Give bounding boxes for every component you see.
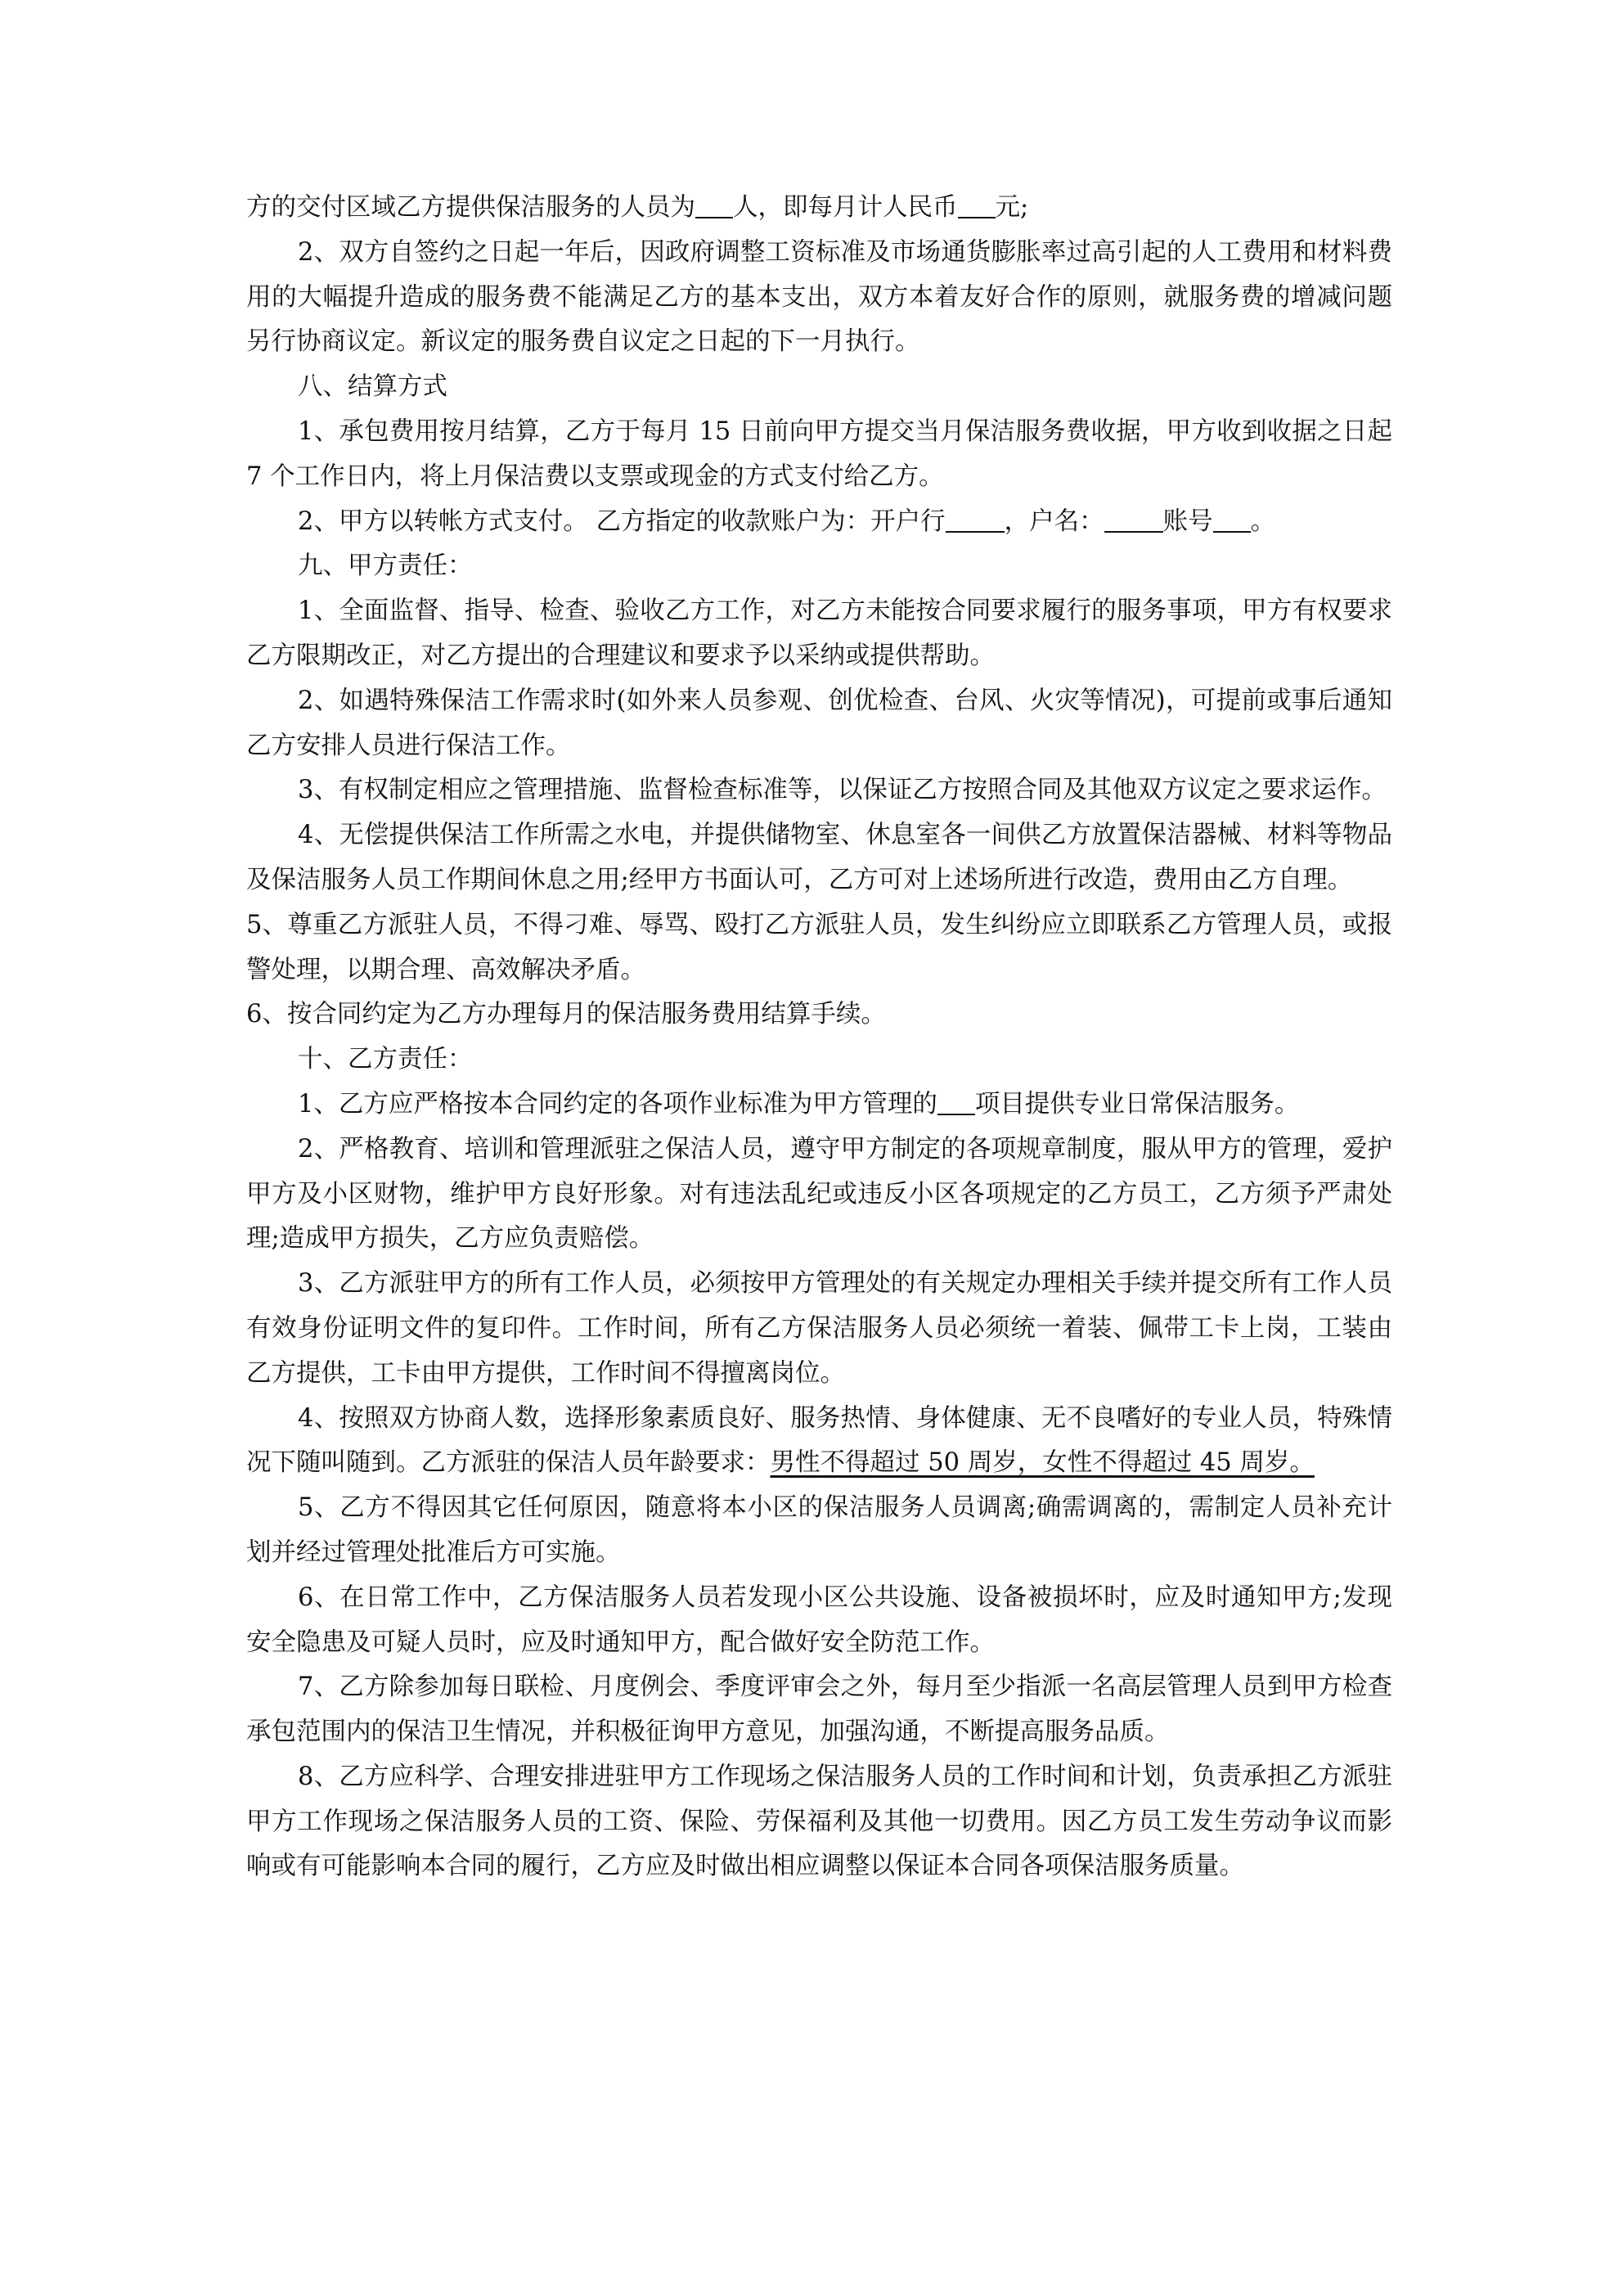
- paragraph-text: 八、结算方式: [298, 372, 447, 402]
- paragraph-text: 方的交付区域乙方提供保洁服务的人员为: [246, 193, 695, 222]
- paragraph: [246, 903, 1392, 993]
- paragraph-text: 1、承包费用按月结算，乙方于每月 15 日前向甲方提交当月保洁服务费收据，甲方收到收据之日起 7 个工作日内，将上月保洁费以支票或现金的方式支付给乙方。: [246, 416, 1392, 491]
- fill-in-blank: [1213, 506, 1251, 533]
- paragraph: [246, 1755, 1392, 1889]
- paragraph: [246, 679, 1392, 769]
- paragraph-text: 4、无偿提供保洁工作所需之水电，并提供储物室、休息室各一间供乙方放置保洁器械、材料等物品及保洁服务人员工作期间休息之用;经甲方书面认可，乙方可对上述场所进行改造，费用由乙方自理。: [246, 821, 1392, 894]
- paragraph: [246, 1486, 1392, 1576]
- paragraph-text: 3、有权制定相应之管理措施、监督检查标准等，以保证乙方按照合同及其他双方议定之要求运作。: [298, 776, 1387, 805]
- paragraph: [246, 1665, 1392, 1755]
- paragraph: [246, 231, 1392, 365]
- paragraph: [246, 1397, 1392, 1487]
- paragraph-text: 6、按合同约定为乙方办理每月的保洁服务费用结算手续。: [246, 1000, 886, 1029]
- paragraph-text: 2、双方自签约之日起一年后，因政府调整工资标准及市场通货膨胀率过高引起的人工费用和材料费用的大幅提升造成的服务费不能满足乙方的基本支出，双方本着友好合作的原则，就服务费的增减问题另行协商议定。新议定的服务费自议定之日起的下一月执行。: [246, 237, 1392, 357]
- paragraph-text: 5、尊重乙方派驻人员，不得刁难、辱骂、殴打乙方派驻人员，发生纠纷应立即联系乙方管理人员，或报警处理，以期合理、高效解决矛盾。: [246, 910, 1392, 984]
- paragraph-text: 3、乙方派驻甲方的所有工作人员，必须按甲方管理处的有关规定办理相关手续并提交所有工作人员有效身份证明文件的复印件。工作时间，所有乙方保洁服务人员必须统一着装、佩带工卡上岗，工装由乙方提供，工卡由甲方提供，工作时间不得擅离岗位。: [246, 1269, 1392, 1388]
- fill-in-blank: [946, 506, 1005, 533]
- paragraph: [246, 1038, 1392, 1083]
- paragraph-text: 5、乙方不得因其它任何原因，随意将本小区的保洁服务人员调离;确需调离的，需制定人员补充计划并经过管理处批准后方可实施。: [246, 1493, 1392, 1567]
- paragraph-text: 4、按照双方协商人数，选择形象素质良好、服务热情、身体健康、无不良嗜好的专业人员，特殊情况下随叫随到。乙方派驻的保洁人员年龄要求：: [246, 1403, 1392, 1478]
- paragraph-text: 2、如遇特殊保洁工作需求时(如外来人员参观、创优检查、台风、火灾等情况)，可提前或事后通知乙方安排人员进行保洁工作。: [246, 686, 1392, 760]
- paragraph: [246, 1576, 1392, 1666]
- paragraph-text: 1、乙方应严格按本合同约定的各项作业标准为甲方管理的: [298, 1089, 937, 1119]
- paragraph: [246, 186, 1392, 231]
- paragraph-text: 九、甲方责任：: [298, 551, 473, 581]
- paragraph-text: 人，即每月计人民币: [733, 193, 958, 222]
- paragraph-text: 账号: [1162, 506, 1213, 536]
- paragraph: [246, 1262, 1392, 1396]
- paragraph: [246, 1083, 1392, 1128]
- fill-in-blank: [695, 192, 733, 218]
- paragraph: [246, 768, 1392, 813]
- paragraph-text: 元;: [995, 193, 1029, 222]
- paragraph-text: 7、乙方除参加每日联检、月度例会、季度评审会之外，每月至少指派一名高层管理人员到甲方检查承包范围内的保洁卫生情况，并积极征询甲方意见，加强沟通，不断提高服务品质。: [246, 1672, 1392, 1747]
- paragraph-text: 8、乙方应科学、合理安排进驻甲方工作现场之保洁服务人员的工作时间和计划，负责承担乙方派驻甲方工作现场之保洁服务人员的工资、保险、劳保福利及其他一切费用。因乙方员工发生劳动争议而影响或有可能影响本合同的履行，乙方应及时做出相应调整以保证本合同各项保洁服务质量。: [246, 1762, 1392, 1881]
- paragraph: [246, 500, 1392, 545]
- paragraph: [246, 410, 1392, 500]
- paragraph-text: ，户名：: [1004, 506, 1104, 536]
- fill-in-blank: [1104, 506, 1163, 533]
- fill-in-blank: [937, 1089, 975, 1115]
- paragraph-text: 2、严格教育、培训和管理派驻之保洁人员，遵守甲方制定的各项规章制度，服从甲方的管理，爱护甲方及小区财物，维护甲方良好形象。对有违法乱纪或违反小区各项规定的乙方员工，乙方须予严肃处理;造成甲方损失，乙方应负责赔偿。: [246, 1134, 1392, 1254]
- paragraph-text: 2、甲方以转帐方式支付。 乙方指定的收款账户为：开户行: [298, 506, 946, 536]
- paragraph-text: 十、乙方责任：: [298, 1045, 473, 1074]
- paragraph-text: 6、在日常工作中，乙方保洁服务人员若发现小区公共设施、设备被损坏时，应及时通知甲方;发现安全隐患及可疑人员时，应及时通知甲方，配合做好安全防范工作。: [246, 1582, 1392, 1657]
- paragraph: [246, 365, 1392, 410]
- paragraph-text: 项目提供专业日常保洁服务。: [974, 1089, 1300, 1119]
- paragraph: [246, 1128, 1392, 1262]
- paragraph-text: 。: [1250, 506, 1276, 536]
- paragraph: [246, 993, 1392, 1038]
- underlined-text: 男性不得超过 50 周岁，女性不得超过 45 周岁。: [770, 1448, 1315, 1478]
- fill-in-blank: [958, 192, 996, 218]
- paragraph: [246, 813, 1392, 903]
- paragraph: [246, 544, 1392, 589]
- paragraph: [246, 589, 1392, 679]
- paragraph-text: 1、全面监督、指导、检查、验收乙方工作，对乙方未能按合同要求履行的服务事项，甲方有权要求乙方限期改正，对乙方提出的合理建议和要求予以采纳或提供帮助。: [246, 597, 1392, 670]
